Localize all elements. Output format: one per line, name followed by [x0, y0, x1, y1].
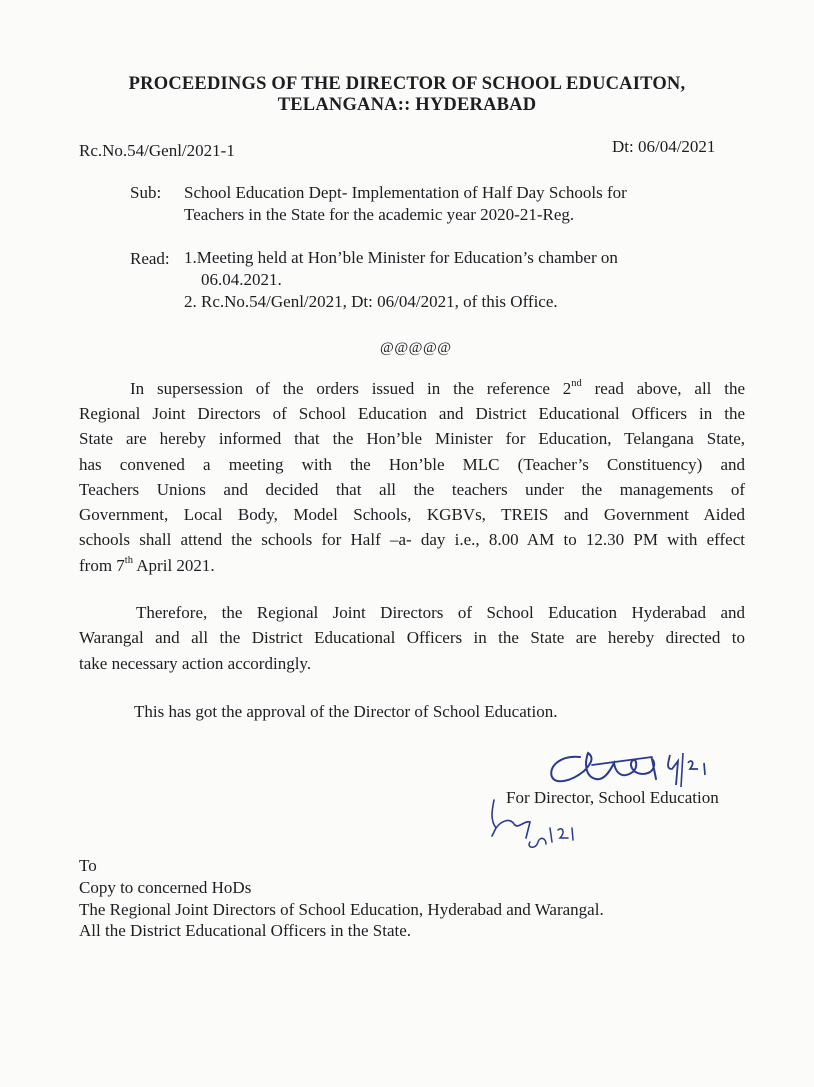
- subject-line-1: School Education Dept- Implementation of Half Day Schools for: [184, 183, 627, 202]
- read-label: Read:: [130, 249, 170, 268]
- para1-line-8: from 7th April 2021.: [79, 555, 215, 575]
- heading-line-2: TELANGANA:: HYDERABAD: [277, 95, 537, 115]
- recipient-line-1: The Regional Joint Directors of School Education, Hyderabad and Warangal.: [79, 900, 604, 919]
- recipient-line-2: All the District Educational Officers in the State.: [79, 921, 412, 940]
- separator: @@@@@: [380, 340, 452, 356]
- reference-number: Rc.No.54/Genl/2021-1: [79, 141, 235, 160]
- copy-line: Copy to concerned HoDs: [79, 878, 252, 897]
- para2-line-1: Therefore, the Regional Joint Directors of School Education Hyderabad and: [136, 603, 745, 622]
- para1-line-7: schools shall attend the schools for Half –a- day i.e., 8.00 AM to 12.30 PM with effect: [79, 530, 745, 549]
- subject-label: Sub:: [130, 183, 162, 202]
- director-signature: [540, 735, 740, 795]
- order-date: Dt: 06/04/2021: [612, 137, 716, 156]
- para1-line-5: Teachers Unions and decided that all the teachers under the managements of: [79, 480, 745, 499]
- read-item-2: 2. Rc.No.54/Genl/2021, Dt: 06/04/2021, of this Office.: [184, 292, 558, 311]
- read-item-1-line-1: 1.Meeting held at Hon’ble Minister for Education’s chamber on: [184, 248, 618, 267]
- for-director-line: For Director, School Education: [506, 788, 719, 807]
- para1-line-6: Government, Local Body, Model Schools, KGBVs, TREIS and Government Aided: [79, 505, 745, 524]
- para1-line-3: State are hereby informed that the Hon’ble Minister for Education, Telangana State,: [79, 429, 745, 448]
- initial-signature: [486, 798, 596, 856]
- read-item-1-line-2: 06.04.2021.: [201, 270, 282, 289]
- para2-line-2: Warangal and all the District Educational Officers in the State are hereby directed to: [79, 628, 745, 647]
- heading-line-1: PROCEEDINGS OF THE DIRECTOR OF SCHOOL EDUCAITON,: [128, 74, 686, 94]
- subject-line-2: Teachers in the State for the academic year 2020-21-Reg.: [184, 205, 575, 224]
- approval-line: This has got the approval of the Director of School Education.: [134, 702, 558, 721]
- para1-line-4: has convened a meeting with the Hon’ble MLC (Teacher’s Constituency) and: [79, 455, 745, 474]
- para2-line-3: take necessary action accordingly.: [79, 654, 312, 673]
- para1-line-2: Regional Joint Directors of School Education and District Educational Officers in the: [79, 404, 745, 423]
- para1-line-1: In supersession of the orders issued in the reference 2nd read above, all the: [130, 378, 745, 398]
- to-label: To: [79, 856, 97, 875]
